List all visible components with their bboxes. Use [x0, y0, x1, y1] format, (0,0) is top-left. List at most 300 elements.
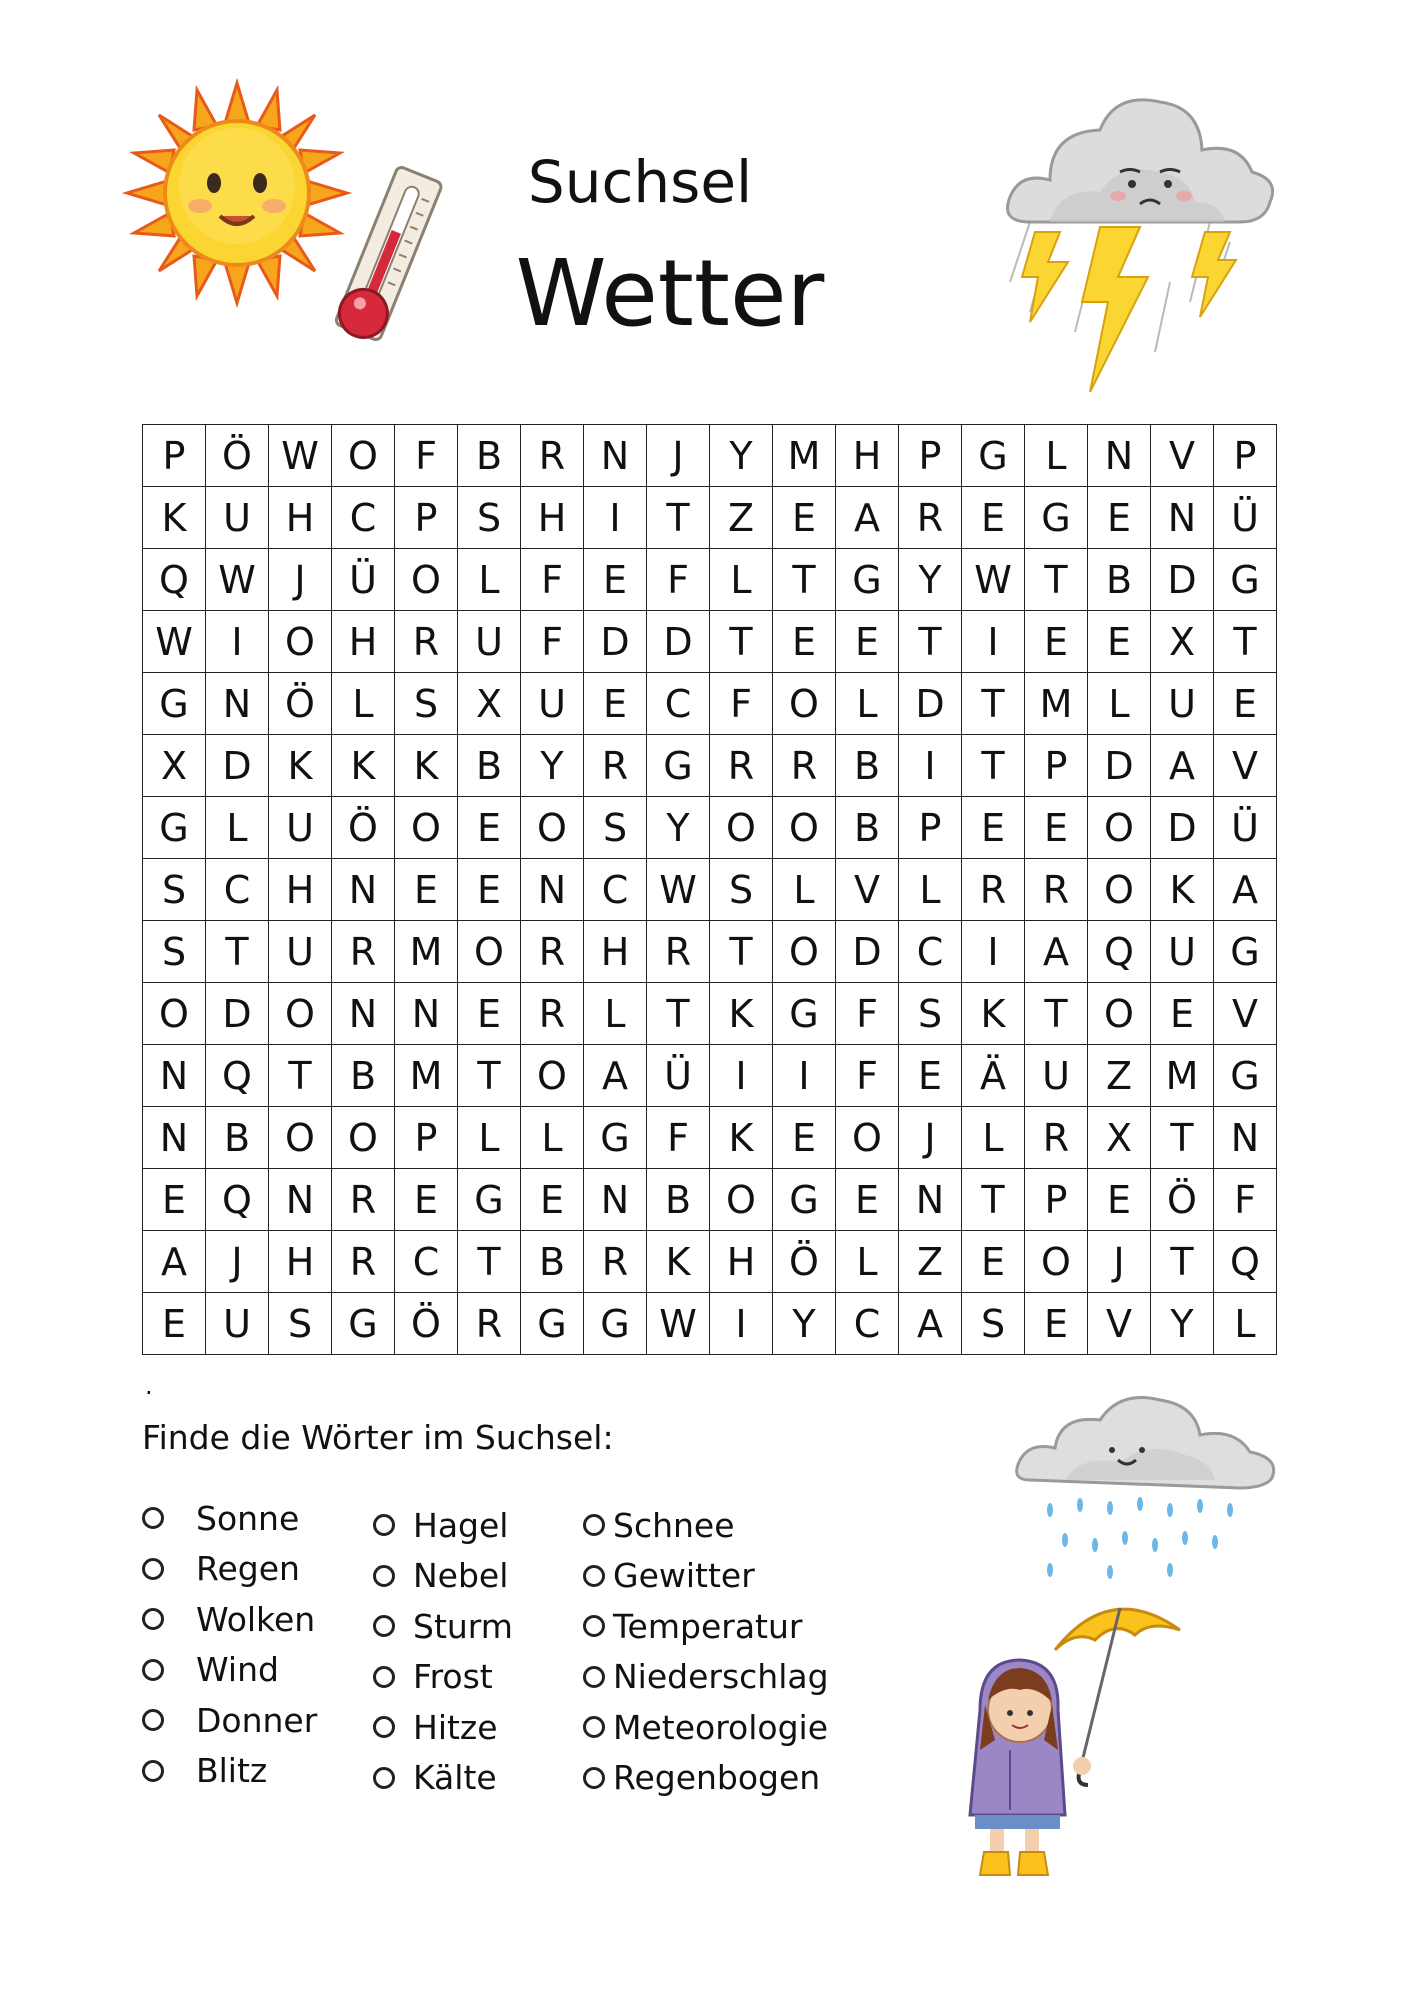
grid-cell: L	[1214, 1293, 1277, 1355]
grid-cell: V	[1214, 983, 1277, 1045]
grid-cell: Y	[710, 425, 773, 487]
grid-cell: G	[836, 549, 899, 611]
thermometer-icon	[312, 160, 462, 350]
checkbox-circle-icon[interactable]	[583, 1565, 605, 1587]
checkbox-circle-icon[interactable]	[142, 1659, 164, 1681]
grid-cell: V	[1151, 425, 1214, 487]
grid-cell: R	[332, 921, 395, 983]
word-item	[373, 1500, 513, 1551]
grid-cell: N	[206, 673, 269, 735]
grid-row	[143, 611, 1277, 673]
grid-cell: U	[1151, 921, 1214, 983]
grid-cell: F	[521, 549, 584, 611]
grid-row	[143, 487, 1277, 549]
grid-cell: G	[584, 1293, 647, 1355]
grid-cell: O	[1088, 797, 1151, 859]
grid-cell: S	[584, 797, 647, 859]
grid-cell: Y	[899, 549, 962, 611]
checkbox-circle-icon[interactable]	[142, 1760, 164, 1782]
grid-row	[143, 859, 1277, 921]
grid-cell: I	[584, 487, 647, 549]
word-label: Donner	[196, 1700, 318, 1740]
grid-cell: E	[836, 1169, 899, 1231]
word-item	[373, 1551, 513, 1602]
grid-cell: Q	[143, 549, 206, 611]
thundercloud-icon	[990, 72, 1280, 402]
grid-cell: U	[1151, 673, 1214, 735]
grid-cell: E	[1025, 797, 1088, 859]
grid-cell: G	[521, 1293, 584, 1355]
grid-cell: V	[1214, 735, 1277, 797]
checkbox-circle-icon[interactable]	[142, 1507, 164, 1529]
grid-cell: V	[1088, 1293, 1151, 1355]
word-item	[142, 1493, 317, 1544]
grid-cell: A	[584, 1045, 647, 1107]
grid-cell: R	[584, 735, 647, 797]
grid-cell: I	[899, 735, 962, 797]
grid-cell: N	[143, 1107, 206, 1169]
grid-cell: T	[269, 1045, 332, 1107]
grid-cell: O	[332, 425, 395, 487]
checkbox-circle-icon[interactable]	[583, 1716, 605, 1738]
grid-cell: R	[710, 735, 773, 797]
word-item	[142, 1645, 317, 1696]
grid-cell: B	[458, 425, 521, 487]
word-search-grid	[142, 424, 1277, 1355]
grid-cell: F	[647, 549, 710, 611]
grid-cell: E	[458, 983, 521, 1045]
grid-cell: O	[1025, 1231, 1088, 1293]
grid-cell: Z	[1088, 1045, 1151, 1107]
grid-cell: S	[710, 859, 773, 921]
grid-cell: Ö	[269, 673, 332, 735]
word-item	[583, 1500, 829, 1551]
word-label: Blitz	[196, 1751, 268, 1791]
grid-cell: F	[836, 983, 899, 1045]
grid-cell: A	[899, 1293, 962, 1355]
word-item	[583, 1551, 829, 1602]
checkbox-circle-icon[interactable]	[583, 1666, 605, 1688]
grid-cell: T	[1025, 549, 1088, 611]
grid-cell: L	[836, 673, 899, 735]
grid-row	[143, 1045, 1277, 1107]
grid-cell: E	[395, 859, 458, 921]
grid-cell: N	[269, 1169, 332, 1231]
grid-cell: C	[899, 921, 962, 983]
grid-cell: P	[899, 797, 962, 859]
grid-cell: T	[647, 487, 710, 549]
grid-cell: O	[1088, 983, 1151, 1045]
grid-cell: N	[584, 1169, 647, 1231]
grid-cell: E	[1151, 983, 1214, 1045]
word-label: Niederschlag	[613, 1657, 829, 1697]
grid-cell: P	[899, 425, 962, 487]
grid-row	[143, 735, 1277, 797]
grid-cell: U	[206, 1293, 269, 1355]
grid-cell: T	[710, 921, 773, 983]
word-label: Regen	[196, 1549, 300, 1589]
grid-cell: L	[458, 1107, 521, 1169]
grid-cell: X	[1088, 1107, 1151, 1169]
grid-cell: P	[1025, 1169, 1088, 1231]
word-label: Gewitter	[613, 1556, 755, 1596]
grid-cell: U	[458, 611, 521, 673]
grid-cell: R	[962, 859, 1025, 921]
grid-cell: O	[143, 983, 206, 1045]
checkbox-circle-icon[interactable]	[373, 1565, 395, 1587]
grid-cell: X	[143, 735, 206, 797]
grid-row	[143, 1169, 1277, 1231]
grid-row	[143, 797, 1277, 859]
grid-cell: R	[521, 921, 584, 983]
grid-cell: M	[395, 1045, 458, 1107]
grid-cell: F	[836, 1045, 899, 1107]
grid-cell: G	[458, 1169, 521, 1231]
word-label: Sonne	[196, 1498, 300, 1538]
grid-cell: D	[1151, 549, 1214, 611]
grid-cell: X	[1151, 611, 1214, 673]
word-label: Regenbogen	[613, 1758, 821, 1798]
grid-cell: E	[773, 487, 836, 549]
word-item	[142, 1695, 317, 1746]
grid-cell: L	[710, 549, 773, 611]
grid-cell: E	[1088, 1169, 1151, 1231]
grid-cell: L	[836, 1231, 899, 1293]
grid-cell: S	[899, 983, 962, 1045]
word-label: Sturm	[413, 1606, 513, 1646]
grid-row	[143, 1107, 1277, 1169]
word-item	[142, 1594, 317, 1645]
checkbox-circle-icon[interactable]	[373, 1767, 395, 1789]
grid-cell: Q	[206, 1045, 269, 1107]
grid-cell: S	[269, 1293, 332, 1355]
grid-cell: E	[899, 1045, 962, 1107]
checkbox-circle-icon[interactable]	[142, 1558, 164, 1580]
grid-cell: R	[332, 1169, 395, 1231]
grid-cell: T	[962, 1169, 1025, 1231]
grid-cell: S	[143, 921, 206, 983]
grid-cell: Y	[521, 735, 584, 797]
grid-cell: L	[962, 1107, 1025, 1169]
grid-cell: G	[143, 797, 206, 859]
grid-cell: B	[1088, 549, 1151, 611]
grid-cell: Z	[899, 1231, 962, 1293]
grid-cell: T	[1025, 983, 1088, 1045]
grid-cell: Ü	[647, 1045, 710, 1107]
grid-cell: K	[332, 735, 395, 797]
checkbox-circle-icon[interactable]	[373, 1666, 395, 1688]
grid-cell: D	[1151, 797, 1214, 859]
grid-cell: O	[332, 1107, 395, 1169]
word-label: Wind	[196, 1650, 279, 1690]
word-item	[583, 1652, 829, 1703]
grid-cell: M	[1025, 673, 1088, 735]
word-label: Nebel	[413, 1556, 509, 1596]
grid-cell: R	[1025, 859, 1088, 921]
grid-cell: N	[332, 983, 395, 1045]
grid-cell: L	[899, 859, 962, 921]
grid-cell: B	[836, 797, 899, 859]
grid-cell: T	[773, 549, 836, 611]
checkbox-circle-icon[interactable]	[373, 1716, 395, 1738]
grid-cell: N	[1214, 1107, 1277, 1169]
grid-cell: N	[1088, 425, 1151, 487]
grid-cell: T	[899, 611, 962, 673]
word-item	[142, 1746, 317, 1797]
grid-cell: L	[206, 797, 269, 859]
word-list-column-3	[583, 1500, 829, 1803]
grid-cell: L	[1088, 673, 1151, 735]
grid-cell: R	[1025, 1107, 1088, 1169]
grid-cell: B	[836, 735, 899, 797]
grid-cell: N	[395, 983, 458, 1045]
grid-cell: K	[395, 735, 458, 797]
word-label: Hagel	[413, 1505, 509, 1545]
grid-cell: N	[899, 1169, 962, 1231]
grid-cell: K	[269, 735, 332, 797]
grid-cell: E	[143, 1293, 206, 1355]
grid-cell: L	[1025, 425, 1088, 487]
grid-cell: H	[521, 487, 584, 549]
grid-cell: W	[647, 1293, 710, 1355]
grid-cell: B	[458, 735, 521, 797]
grid-cell: E	[1025, 1293, 1088, 1355]
grid-cell: R	[332, 1231, 395, 1293]
grid-cell: A	[1025, 921, 1088, 983]
grid-cell: Y	[773, 1293, 836, 1355]
grid-cell: E	[962, 487, 1025, 549]
word-item	[373, 1652, 513, 1703]
grid-cell: H	[269, 487, 332, 549]
grid-cell: M	[1151, 1045, 1214, 1107]
grid-cell: O	[521, 797, 584, 859]
grid-cell: G	[773, 983, 836, 1045]
grid-cell: E	[458, 859, 521, 921]
grid-cell: D	[206, 983, 269, 1045]
grid-cell: S	[143, 859, 206, 921]
grid-cell: J	[269, 549, 332, 611]
grid-cell: C	[584, 859, 647, 921]
grid-cell: O	[710, 1169, 773, 1231]
grid-cell: E	[521, 1169, 584, 1231]
grid-cell: R	[647, 921, 710, 983]
checkbox-circle-icon[interactable]	[373, 1615, 395, 1637]
grid-cell: O	[395, 549, 458, 611]
grid-cell: G	[1214, 921, 1277, 983]
grid-cell: W	[962, 549, 1025, 611]
word-item	[142, 1544, 317, 1595]
grid-cell: C	[332, 487, 395, 549]
grid-cell: O	[773, 921, 836, 983]
grid-row	[143, 425, 1277, 487]
grid-cell: G	[647, 735, 710, 797]
grid-cell: K	[143, 487, 206, 549]
grid-cell: C	[647, 673, 710, 735]
grid-cell: T	[1214, 611, 1277, 673]
grid-cell: Ö	[773, 1231, 836, 1293]
grid-cell: K	[1151, 859, 1214, 921]
grid-cell: B	[332, 1045, 395, 1107]
grid-cell: I	[773, 1045, 836, 1107]
grid-cell: W	[206, 549, 269, 611]
grid-cell: O	[710, 797, 773, 859]
grid-cell: U	[269, 797, 332, 859]
grid-cell: U	[206, 487, 269, 549]
word-item	[373, 1753, 513, 1804]
checkbox-circle-icon[interactable]	[583, 1514, 605, 1536]
grid-cell: J	[899, 1107, 962, 1169]
grid-cell: E	[1214, 673, 1277, 735]
grid-cell: E	[1088, 487, 1151, 549]
grid-cell: E	[143, 1169, 206, 1231]
grid-cell: M	[773, 425, 836, 487]
checkbox-circle-icon[interactable]	[142, 1709, 164, 1731]
grid-cell: K	[647, 1231, 710, 1293]
grid-cell: O	[395, 797, 458, 859]
grid-cell: E	[395, 1169, 458, 1231]
grid-cell: N	[143, 1045, 206, 1107]
grid-cell: I	[206, 611, 269, 673]
grid-cell: E	[773, 1107, 836, 1169]
grid-cell: I	[710, 1293, 773, 1355]
grid-row	[143, 983, 1277, 1045]
grid-cell: T	[458, 1045, 521, 1107]
word-label: Hitze	[413, 1707, 498, 1747]
grid-cell: I	[962, 611, 1025, 673]
grid-cell: N	[332, 859, 395, 921]
grid-cell: Z	[710, 487, 773, 549]
grid-cell: G	[1025, 487, 1088, 549]
checkbox-circle-icon[interactable]	[142, 1608, 164, 1630]
grid-cell: K	[962, 983, 1025, 1045]
grid-cell: U	[1025, 1045, 1088, 1107]
word-list-column-2	[373, 1500, 513, 1803]
grid-cell: V	[836, 859, 899, 921]
grid-cell: C	[206, 859, 269, 921]
grid-cell: L	[521, 1107, 584, 1169]
girl-with-umbrella-icon	[940, 1590, 1200, 1890]
grid-cell: T	[710, 611, 773, 673]
grid-cell: T	[1151, 1107, 1214, 1169]
word-label: Frost	[413, 1657, 493, 1697]
grid-row	[143, 1293, 1277, 1355]
grid-cell: Ö	[1151, 1169, 1214, 1231]
grid-cell: E	[773, 611, 836, 673]
grid-cell: Ü	[1214, 487, 1277, 549]
worksheet-subtitle: Suchsel	[527, 148, 753, 216]
grid-cell: G	[773, 1169, 836, 1231]
checkbox-circle-icon[interactable]	[583, 1615, 605, 1637]
grid-cell: P	[1214, 425, 1277, 487]
grid-cell: E	[1088, 611, 1151, 673]
grid-cell: G	[332, 1293, 395, 1355]
word-label: Temperatur	[613, 1606, 803, 1646]
grid-cell: Ö	[395, 1293, 458, 1355]
grid-cell: O	[1088, 859, 1151, 921]
grid-cell: T	[647, 983, 710, 1045]
grid-cell: T	[458, 1231, 521, 1293]
word-item	[583, 1753, 829, 1804]
grid-cell: A	[1214, 859, 1277, 921]
grid-row	[143, 921, 1277, 983]
grid-row	[143, 1231, 1277, 1293]
grid-cell: D	[584, 611, 647, 673]
grid-cell: Y	[1151, 1293, 1214, 1355]
grid-cell: F	[710, 673, 773, 735]
grid-cell: Ö	[206, 425, 269, 487]
grid-cell: Ö	[332, 797, 395, 859]
separator-dot: .	[145, 1372, 153, 1400]
grid-cell: G	[584, 1107, 647, 1169]
grid-cell: Ä	[962, 1045, 1025, 1107]
grid-cell: R	[521, 425, 584, 487]
grid-cell: H	[269, 1231, 332, 1293]
grid-cell: H	[269, 859, 332, 921]
grid-cell: G	[143, 673, 206, 735]
word-item	[583, 1702, 829, 1753]
grid-cell: C	[836, 1293, 899, 1355]
grid-cell: R	[899, 487, 962, 549]
grid-cell: F	[1214, 1169, 1277, 1231]
grid-cell: W	[143, 611, 206, 673]
grid-cell: O	[458, 921, 521, 983]
grid-cell: K	[710, 983, 773, 1045]
grid-cell: B	[521, 1231, 584, 1293]
word-item	[373, 1601, 513, 1652]
checkbox-circle-icon[interactable]	[373, 1514, 395, 1536]
grid-cell: N	[521, 859, 584, 921]
grid-cell: E	[962, 1231, 1025, 1293]
grid-cell: O	[773, 673, 836, 735]
word-item	[583, 1601, 829, 1652]
grid-cell: Ü	[1214, 797, 1277, 859]
grid-cell: J	[206, 1231, 269, 1293]
grid-cell: L	[584, 983, 647, 1045]
grid-cell: P	[395, 1107, 458, 1169]
rain-cloud-icon	[1010, 1380, 1290, 1580]
grid-cell: C	[395, 1231, 458, 1293]
grid-cell: O	[269, 611, 332, 673]
grid-cell: D	[836, 921, 899, 983]
grid-cell: L	[332, 673, 395, 735]
grid-cell: R	[521, 983, 584, 1045]
grid-row	[143, 549, 1277, 611]
grid-cell: T	[962, 735, 1025, 797]
grid-cell: E	[1025, 611, 1088, 673]
grid-cell: R	[458, 1293, 521, 1355]
grid-cell: T	[1151, 1231, 1214, 1293]
grid-cell: T	[206, 921, 269, 983]
grid-cell: O	[269, 1107, 332, 1169]
grid-cell: J	[1088, 1231, 1151, 1293]
grid-cell: O	[521, 1045, 584, 1107]
grid-cell: H	[710, 1231, 773, 1293]
grid-cell: D	[1088, 735, 1151, 797]
grid-cell: D	[899, 673, 962, 735]
grid-cell: S	[458, 487, 521, 549]
grid-cell: U	[521, 673, 584, 735]
word-list-column-1	[142, 1493, 317, 1796]
word-label: Kälte	[413, 1758, 497, 1798]
grid-cell: J	[647, 425, 710, 487]
grid-cell: F	[521, 611, 584, 673]
checkbox-circle-icon[interactable]	[583, 1767, 605, 1789]
word-label: Meteorologie	[613, 1707, 829, 1747]
grid-cell: A	[1151, 735, 1214, 797]
grid-cell: Q	[206, 1169, 269, 1231]
word-item	[373, 1702, 513, 1753]
grid-cell: O	[269, 983, 332, 1045]
